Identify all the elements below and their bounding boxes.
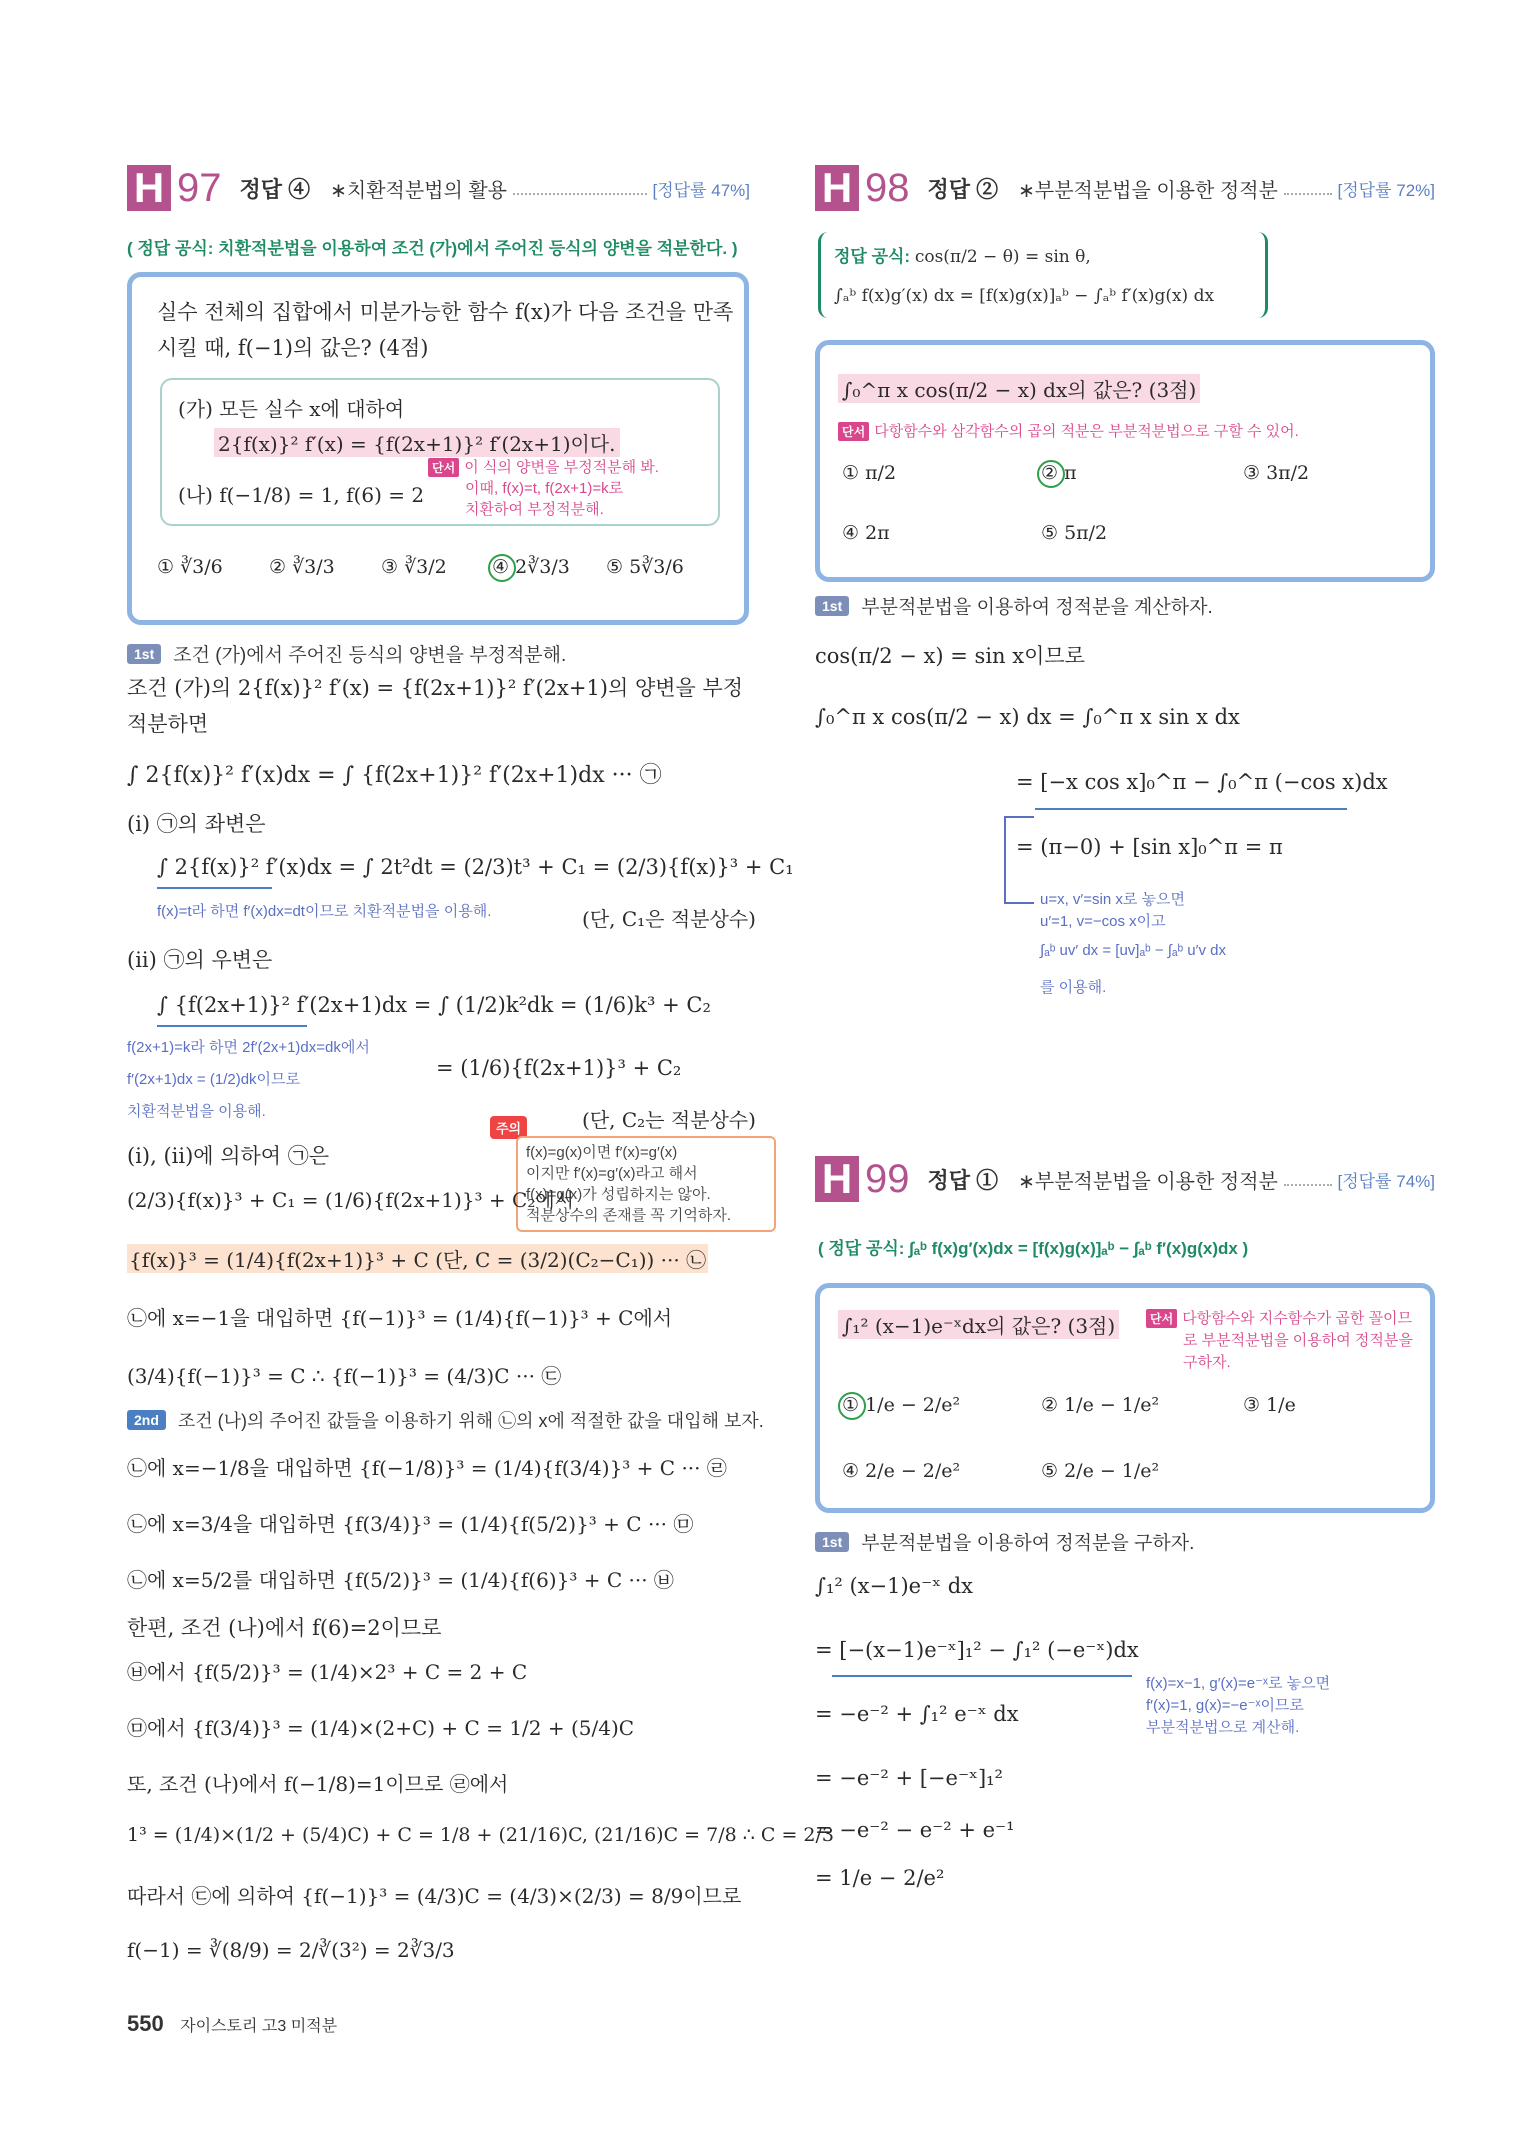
side-note: 를 이용해. xyxy=(1040,979,1107,996)
side-note: 부분적분법으로 계산해. xyxy=(1146,1719,1300,1736)
choice-4[interactable]: ④ 2/e − 2/e² xyxy=(842,1460,961,1482)
formula-label: 정답 공식: xyxy=(834,247,911,266)
solution-equation: 또, 조건 (나)에서 f(−1/8)=1이므로 ㉣에서 xyxy=(127,1772,509,1796)
choice-2[interactable]: ② ∛3/3 xyxy=(269,556,335,578)
choice-4[interactable]: ④ 2∛3/3 xyxy=(492,556,570,578)
caution-line: f(x)=g(x)가 성립하지는 않아. xyxy=(526,1186,711,1203)
choice-1[interactable]: ① 1/e − 2/e² xyxy=(842,1394,961,1416)
side-note: 치환적분법을 이용해. xyxy=(127,1103,266,1120)
problem-97-header xyxy=(127,162,750,214)
solution-equation: 따라서 ㉢에 의하여 {f(−1)}³ = (4/3)C = (4/3)×(2/3) = 8/9이므로 xyxy=(127,1884,742,1908)
solution-equation: ㉤에서 {f(3/4)}³ = (1/4)×(2+C) + C = 1/2 + (5/4)C xyxy=(127,1716,635,1740)
solution-equation: (2/3){f(x)}³ + C₁ = (1/6){f(2x+1)}³ + C₂에서 xyxy=(127,1188,574,1212)
formula-text: cos(π/2 − θ) = sin θ, xyxy=(914,247,1091,267)
side-note: f(x)=x−1, g′(x)=e⁻ˣ로 놓으면 xyxy=(1146,1675,1331,1692)
underline-mark xyxy=(157,887,272,889)
choice-5[interactable]: ⑤ 5π/2 xyxy=(1041,522,1108,544)
page-footer xyxy=(127,2011,337,2037)
correct-rate: [정답률 72%] xyxy=(1337,180,1435,200)
problem-98-header xyxy=(815,162,1435,214)
side-note: f′(2x+1)dx = (1/2)dk이므로 xyxy=(127,1071,301,1088)
solution-line: (i) ㉠의 좌변은 xyxy=(127,812,266,836)
hint-line2: 로 부분적분법을 이용하여 정적분을 xyxy=(1183,1332,1413,1349)
solution-equation: ㉥에서 {f(5/2)}³ = (1/4)×2³ + C = 2 + C xyxy=(127,1660,528,1684)
side-note: f(x)=t라 하면 f′(x)dx=dt이므로 치환적분법을 이용해. xyxy=(157,903,492,920)
solution-line: (i), (ii)에 의하여 ㉠은 xyxy=(127,1144,330,1168)
step-badge: 1st xyxy=(815,596,849,616)
choice-4[interactable]: ④ 2π xyxy=(842,522,890,544)
hint-text: 다항함수와 삼각함수의 곱의 적분은 부분적분법으로 구할 수 있어. xyxy=(874,423,1299,440)
solution-equation: (3/4){f(−1)}³ = C ∴ {f(−1)}³ = (4/3)C ··· ㉢ xyxy=(127,1364,562,1388)
solution-equation: ∫ {f(2x+1)}² f′(2x+1)dx = ∫ (1/2)k²dk = (1/6)k³ + C₂ xyxy=(157,993,711,1017)
correct-rate: [정답률 74%] xyxy=(1337,1171,1435,1191)
side-note: f(2x+1)=k라 하면 2f′(2x+1)dx=dk에서 xyxy=(127,1039,370,1056)
choice-3[interactable]: ③ 3π/2 xyxy=(1243,462,1310,484)
problem-99-header xyxy=(815,1153,1435,1205)
solution-equation: = 1/e − 2/e² xyxy=(815,1866,945,1890)
hint-line3: 구하자. xyxy=(1183,1354,1231,1371)
hint-text-1: 다항함수와 지수함수가 곱한 꼴이므 xyxy=(1182,1310,1413,1327)
choice-1[interactable]: ① ∛3/6 xyxy=(157,556,223,578)
answer-formula: ( 정답 공식: ∫ₐᵇ f(x)g′(x)dx = [f(x)g(x)]ₐᵇ − ∫ₐᵇ f′(x)g(x)dx ) xyxy=(818,1239,1249,1258)
choice-3[interactable]: ③ ∛3/2 xyxy=(381,556,447,578)
answer-formula-line1 xyxy=(834,242,1091,267)
step-title: 부분적분법을 이용하여 정적분을 구하자. xyxy=(861,1533,1195,1554)
side-note: u′=1, v=−cos x이고 xyxy=(1040,913,1166,930)
answer-label: 정답 ④ xyxy=(239,176,311,202)
leader-dots xyxy=(1284,1183,1332,1186)
question-text-line2: 시킬 때, f(−1)의 값은? (4점) xyxy=(157,336,429,360)
solution-equation: {f(x)}³ = (1/4){f(2x+1)}³ + C (단, C = (3/2)(C₂−C₁)) ··· ㉡ xyxy=(127,1244,708,1273)
side-note: u=x, v′=sin x로 놓으면 xyxy=(1040,891,1185,908)
leader-dots xyxy=(1284,192,1332,195)
solution-equation: f(−1) = ∛(8/9) = 2/∛(3²) = 2∛3/3 xyxy=(127,1938,455,1962)
answer-formula-line2: ∫ₐᵇ f(x)g′(x) dx = [f(x)g(x)]ₐᵇ − ∫ₐᵇ f′(x)g(x) dx xyxy=(834,286,1215,306)
caution-line: f(x)=g(x)이면 f′(x)=g′(x) xyxy=(526,1144,678,1161)
solution-equation: ㉡에 x=−1/8을 대입하면 {f(−1/8)}³ = (1/4){f(3/4)}³ + C ··· ㉣ xyxy=(127,1456,727,1480)
choice-5[interactable]: ⑤ 5∛3/6 xyxy=(606,556,684,578)
caution-line: 이지만 f′(x)=g′(x)라고 해서 xyxy=(526,1165,698,1182)
hint-text-1: 이 식의 양변을 부정적분해 봐. xyxy=(464,459,659,476)
solution-equation: 1³ = (1/4)×(1/2 + (5/4)C) + C = 1/8 + (21/16)C, (21/16)C = 7/8 ∴ C = 2/3 xyxy=(127,1824,834,1846)
solution-equation: = [−x cos x]₀^π − ∫₀^π (−cos x)dx xyxy=(1016,770,1388,794)
step-1-heading xyxy=(815,592,1213,619)
solution-equation: ∫₀^π x cos(π/2 − x) dx = ∫₀^π x sin x dx xyxy=(815,705,1240,729)
choice-1[interactable]: ① π/2 xyxy=(842,462,897,484)
solution-equation: ∫₁² (x−1)e⁻ˣ dx xyxy=(815,1574,974,1598)
solution-equation: = (1/6){f(2x+1)}³ + C₂ xyxy=(436,1056,682,1080)
solution-equation: ∫ 2{f(x)}² f′(x)dx = ∫ 2t²dt = (2/3)t³ + C₁ = (2/3){f(x)}³ + C₁ xyxy=(157,855,794,879)
leader-dots xyxy=(513,192,647,195)
solution-equation: = −e⁻² + [−e⁻ˣ]₁² xyxy=(815,1766,1003,1790)
answer-formula: ( 정답 공식: 치환적분법을 이용하여 조건 (가)에서 주어진 등식의 양변을 적분한다. ) xyxy=(127,239,738,258)
book-title: 자이스토리 고3 미적분 xyxy=(180,2018,338,2035)
hint-tag: 단서 xyxy=(428,458,459,477)
solution-line: cos(π/2 − x) = sin x이므로 xyxy=(815,644,1085,668)
solution-equation: ㉡에 x=3/4을 대입하면 {f(3/4)}³ = (1/4){f(5/2)}³ + C ··· ㉤ xyxy=(127,1512,694,1536)
step-1-heading xyxy=(127,640,566,667)
step-badge: 1st xyxy=(127,644,161,664)
choice-2[interactable]: ② 1/e − 1/e² xyxy=(1041,1394,1160,1416)
solution-equation: ㉡에 x=−1을 대입하면 {f(−1)}³ = (1/4){f(−1)}³ + C에서 xyxy=(127,1306,673,1330)
topic-label: ∗부분적분법을 이용한 정적분 xyxy=(1018,179,1278,202)
condition-b: (나) f(−1/8) = 1, f(6) = 2 xyxy=(178,483,425,507)
question-text-line1: 실수 전체의 집합에서 미분가능한 함수 f(x)가 다음 조건을 만족 xyxy=(157,300,734,324)
underline-mark xyxy=(1035,808,1347,810)
question-text: ∫₁² (x−1)e⁻ˣdx의 값은? (3점) xyxy=(838,1310,1119,1339)
choice-5[interactable]: ⑤ 2/e − 1/e² xyxy=(1041,1460,1160,1482)
hint-line1 xyxy=(1146,1307,1412,1328)
problem-number: 98 xyxy=(865,165,910,210)
step-title: 조건 (나)의 주어진 값들을 이용하기 위해 ㉡의 x에 적절한 값을 대입해 보자. xyxy=(177,1411,764,1431)
side-note: f′(x)=1, g(x)=−e⁻ˣ이므로 xyxy=(1146,1697,1304,1714)
hint-line1 xyxy=(428,456,659,477)
step-2-heading xyxy=(127,1407,764,1433)
note-bracket xyxy=(1004,816,1034,904)
problem-code-badge: H xyxy=(127,165,171,211)
solution-equation: = −e⁻² − e⁻² + e⁻¹ xyxy=(815,1818,1015,1842)
hint-line2: 이때, f(x)=t, f(2x+1)=k로 xyxy=(465,480,624,497)
caution-line: 적분상수의 존재를 꼭 기억하자. xyxy=(526,1207,732,1224)
hint-tag: 단서 xyxy=(1146,1309,1177,1328)
solution-line: 적분하면 xyxy=(127,712,209,736)
page-number: 550 xyxy=(127,2011,164,2036)
solution-line: (ii) ㉠의 우변은 xyxy=(127,948,273,972)
caution-tag: 주의 xyxy=(490,1116,527,1139)
underline-mark xyxy=(157,1025,307,1027)
side-note: ∫ₐᵇ uv′ dx = [uv]ₐᵇ − ∫ₐᵇ u′v dx xyxy=(1040,942,1226,959)
hint xyxy=(838,420,1299,441)
answer-label: 정답 ① xyxy=(927,1167,999,1193)
question-text: ∫₀^π x cos(π/2 − x) dx의 값은? (3점) xyxy=(838,374,1200,403)
choice-2[interactable]: ② π xyxy=(1041,462,1077,484)
solution-line: (단, C₂는 적분상수) xyxy=(582,1108,756,1132)
solution-line: 한편, 조건 (나)에서 f(6)=2이므로 xyxy=(127,1616,442,1640)
topic-label: ∗치환적분법의 활용 xyxy=(330,179,507,202)
step-badge: 1st xyxy=(815,1532,849,1552)
problem-number: 97 xyxy=(177,165,222,210)
solution-line: 조건 (가)의 2{f(x)}² f′(x) = {f(2x+1)}² f′(2x+1)의 양변을 부정 xyxy=(127,676,744,700)
problem-code-badge: H xyxy=(815,165,859,211)
step-title: 부분적분법을 이용하여 정적분을 계산하자. xyxy=(861,597,1213,618)
solution-equation: = (π−0) + [sin x]₀^π = π xyxy=(1016,835,1283,859)
solution-equation: ∫ 2{f(x)}² f′(x)dx = ∫ {f(2x+1)}² f′(2x+1)dx ··· ㉠ xyxy=(127,763,662,788)
underline-mark xyxy=(832,1675,1132,1677)
condition-a-line2: 2{f(x)}² f′(x) = {f(2x+1)}² f′(2x+1)이다. xyxy=(214,428,620,457)
problem-number: 99 xyxy=(865,1156,910,1201)
step-badge: 2nd xyxy=(127,1410,166,1430)
solution-line: (단, C₁은 적분상수) xyxy=(582,907,756,931)
step-1-heading xyxy=(815,1528,1194,1555)
answer-label: 정답 ② xyxy=(927,176,999,202)
condition-a-line1: (가) 모든 실수 x에 대하여 xyxy=(178,397,405,421)
topic-label: ∗부분적분법을 이용한 정적분 xyxy=(1018,1170,1278,1193)
solution-equation: = −e⁻² + ∫₁² e⁻ˣ dx xyxy=(815,1702,1019,1726)
solution-equation: = [−(x−1)e⁻ˣ]₁² − ∫₁² (−e⁻ˣ)dx xyxy=(815,1638,1139,1662)
hint-tag: 단서 xyxy=(838,422,869,441)
hint-line3: 치환하여 부정적분해. xyxy=(465,501,604,518)
problem-code-badge: H xyxy=(815,1156,859,1202)
choice-3[interactable]: ③ 1/e xyxy=(1243,1394,1296,1416)
solution-equation: ㉡에 x=5/2를 대입하면 {f(5/2)}³ = (1/4){f(6)}³ + C ··· ㉥ xyxy=(127,1568,674,1592)
correct-rate: [정답률 47%] xyxy=(652,180,750,200)
step-title: 조건 (가)에서 주어진 등식의 양변을 부정적분해. xyxy=(173,645,567,666)
